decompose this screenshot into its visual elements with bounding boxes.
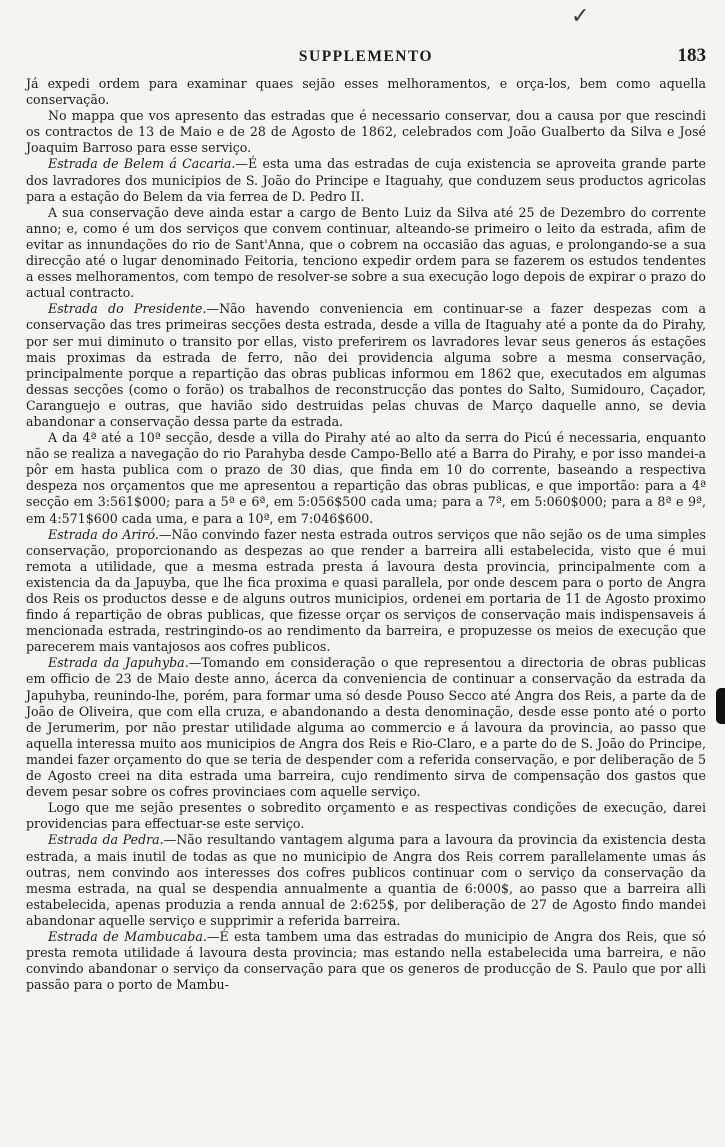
paragraph-pedra: [26, 832, 706, 929]
paragraph-6: [26, 430, 706, 527]
paragraph-presidente: [26, 301, 706, 430]
binding-edge-mark: [716, 688, 725, 724]
paragraph-9: [26, 800, 706, 832]
running-header: [26, 45, 706, 72]
paragraph-japuhyba: [26, 655, 706, 800]
paragraph-text: —Tomando em consideração o que representou a directoria de obras publicas em officio de 23 de Maio deste anno, ácerca da conveniencia de continuar a conservação da estrada da Japuhyba, reunindo-lhe, porém, para formar uma só desde Pouso Secco até Angra dos Reis, a parte da de João de Oliveira, que com ella cruza, e abandonando a desta denominação, desde esse ponto até o porto de Jerumerim, por não prestar utilidade alguma ao commercio e á lavoura da provincia, ao passo que aquella interessa muito aos municipios de Angra dos Reis e Rio-Claro, e a parte do de S. João do Principe, mandei fazer orçamento do que se teria de despender com a referida conservação, e por deliberação de 5 de Agosto creei na dita estrada uma barreira, cujo rendimento sirva de compensação dos gastos que devem pesar sobre os cofres provinciaes com aquelle serviço.: [26, 655, 707, 800]
section-heading: Estrada de Mambucaba.: [48, 928, 207, 944]
paragraph-mambucaba: [26, 929, 706, 993]
paragraph-1: [26, 76, 706, 108]
paragraph-ariro: [26, 527, 706, 656]
paragraph-text: —É esta uma das estradas de cuja existencia se aproveita grande parte dos lavradores dos municipios de S. João do Principe e Itaguahy, que conduzem seus productos agricolas para a estação do Belem da via ferrea de D. Pedro II.: [26, 156, 706, 204]
section-heading: Estrada da Pedra.: [48, 832, 164, 848]
paragraph-text: —É esta tambem uma das estradas do municipio de Angra dos Reis, que só presta remota utilidade á lavoura desta provincia; mas estando nella estabelecida uma barreira, e não convindo abandonar o serviço da conservação para que os generos de producção de S. Paulo que por alli passão para o porto de Mambu-: [26, 928, 706, 993]
document-page: [26, 6, 706, 1141]
section-heading: Estrada de Belem á Cacaria.: [48, 156, 236, 172]
handwritten-check-mark: ✓: [571, 4, 590, 29]
paragraph-text: Já expedi ordem para examinar quaes sejão esses melhoramentos, e orça-los, bem como aquella conservação.: [26, 76, 706, 108]
running-title: SUPPLEMENTO: [298, 48, 434, 65]
paragraph-text: —Não convindo fazer nesta estrada outros serviços que não sejão os de uma simples conservação, proporcionando as despezas ao que render a barreira alli estabelecida, visto que é mui remota a utilidade, que a mesma estrada presta á lavoura desta provincia, principalmente com a existencia da da Japuyba, que lhe fica proxima e quasi parallela, por onde descem para o porto de Angra dos Reis os productos desse e de alguns outros municipios, ordenei em portaria de 11 de Agosto proximo findo á repartição de obras publicas, que fizesse orçar os serviços de conservação mais indispensaveis á mencionada estrada, restringindo-os ao rendimento da barreira, e propuzesse os meios de execução que parecerem mais vantajosos aos cofres publicos.: [26, 526, 706, 655]
section-heading: Estrada da Japuhyba.: [48, 655, 189, 671]
body-text: [26, 76, 706, 993]
paragraph-text: —Não havendo conveniencia em continuar-se a fazer despezas com a conservação das tres primeiras secções desta estrada, desde a villa de Itaguahy até a ponte da do Pirahy, por ser mui diminuto o transito por ellas, visto preferirem os lavradores levar seus generos ás estações mais proximas da estrada de ferro, não dei providencia alguma sobre a mesma conservação, principalmente porque a repartição das obras publicas informou em 1862 que, executados em algumas dessas secções (como o forão) os trabalhos de reconstrucção das pontes do Salto, Sumidouro, Caçador, Caranguejo e outras, que havião sido destruidas pelas chuvas de Março daquelle anno, se devia abandonar a conservação dessa parte da estrada.: [26, 301, 707, 429]
paragraph-text: A sua conservação deve ainda estar a cargo de Bento Luiz da Silva até 25 de Dezembro do corrente anno; e, como é um dos serviços que convem continuar, alteando-se primeiro o leito da estrada, afim de evitar as innundações do rio de Sant'Anna, que o cobrem na occasião das aguas, e prolongando-se a sua direcção até o lugar denominado Feitoria, tenciono expedir ordem para se fazerem os estudos tendentes a esses melhoramentos, com tempo de resolver-se sobre a sua execução logo depois de expirar o prazo do actual contracto.: [26, 204, 706, 301]
paragraph-text: Logo que me sejão presentes o sobredito orçamento e as respectivas condições de execução, darei providencias para effectuar-se este serviço.: [26, 800, 706, 832]
paragraph-text: No mappa que vos apresento das estradas que é necessario conservar, dou a causa por que rescindi os contractos de 13 de Maio e de 28 de Agosto de 1862, celebrados com João Gualberto da Silva e José Joaquim Barroso para esse serviço.: [26, 108, 706, 156]
paragraph-text: —Não resultando vantagem alguma para a lavoura da provincia da existencia desta estrada, a mais inutil de todas as que no municipio de Angra dos Reis correm parallelamente umas ás outras, nem convindo aos interesses dos cofres publicos continuar com o serviço da conservação da mesma estrada, na qual se despendia annualmente a quantia de 6:000$, ao passo que a barreira alli estabelecida, apenas produzia a renda annual de 2:625$, por deliberação de 27 de Agosto findo mandei abandonar aquelle serviço e supprimir a referida barreira.: [26, 832, 706, 928]
page-number: 183: [677, 45, 706, 66]
paragraph-belem-cacaria: [26, 156, 706, 204]
section-heading: Estrada do Ariró.: [48, 526, 159, 542]
paragraph-text: A da 4ª até a 10ª secção, desde a villa do Pirahy até ao alto da serra do Picú é necessaria, enquanto não se realiza a navegação do rio Parahyba desde Campo-Bello até a Barra do Pirahy, e por isso mandei-a pôr em hasta publica com o prazo de 30 dias, que finda em 10 do corrente, baseando a respectiva despeza nos orçamentos que me apresentou a repartição das obras publicas, e que importão: para a 4ª secção em 3:561$000; para a 5ª e 6ª, em 5:056$500 cada uma; para a 7ª, em 5:060$000; para a 8ª e 9ª, em 4:571$600 cada uma, e para a 10ª, em 7:046$600.: [26, 430, 706, 526]
paragraph-4: [26, 205, 706, 302]
paragraph-2: [26, 108, 706, 156]
section-heading: Estrada do Presidente.: [48, 301, 207, 317]
